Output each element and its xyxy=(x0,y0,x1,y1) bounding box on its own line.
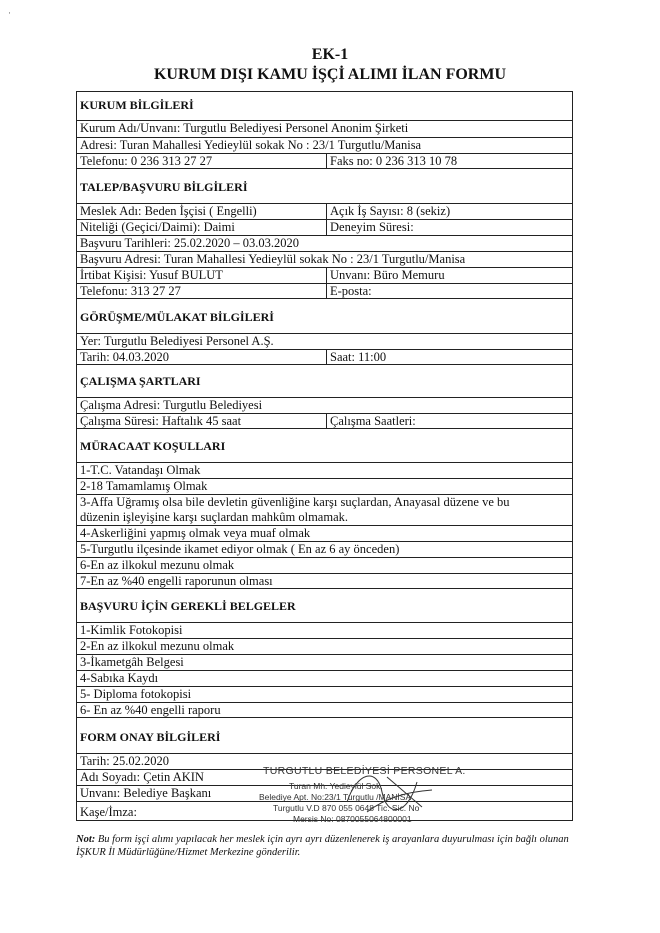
onay-title: Unvanı: Belediye Başkanı xyxy=(80,786,212,800)
list-item xyxy=(77,622,572,638)
stamp-line-5: Mersis No: 0870055064800001 xyxy=(293,814,412,824)
stamp-line-1: TURGUTLU BELEDİYESİ PERSONEL A. xyxy=(263,765,466,777)
list-item xyxy=(77,573,572,589)
list-item xyxy=(77,462,572,478)
section-onay-header: FORM ONAY BİLGİLERİ xyxy=(80,730,221,744)
row-calisma-address xyxy=(77,397,572,413)
talep-contact: İrtibat Kişisi: Yusuf BULUT xyxy=(77,268,327,283)
list-item xyxy=(77,670,572,686)
kurum-name: Kurum Adı/Unvanı: Turgutlu Belediyesi Personel Anonim Şirketi xyxy=(80,121,409,135)
muracaat-item-4: 4-Askerliğini yapmış olmak veya muaf olmak xyxy=(80,526,311,540)
kurum-phone: Telefonu: 0 236 313 27 27 xyxy=(77,154,327,168)
section-belgeler-header: BAŞVURU İÇİN GEREKLİ BELGELER xyxy=(80,599,296,613)
note-text: Bu form işçi alımı yapılacak her meslek için ayrı ayrı düzenlenerek iş arayanlara duyurulması için bağlı olunan İŞKUR İl Müdürlüğüne/Hizmet Merkezine gönderilir. xyxy=(76,834,569,858)
gorusme-place: Yer: Turgutlu Belediyesi Personel A.Ş. xyxy=(80,334,274,348)
muracaat-item-3a: 3-Affa Uğramış olsa bile devletin güvenliğine karşı suçlardan, Anayasal düzene ve bu xyxy=(80,495,510,509)
list-item xyxy=(77,478,572,494)
row-gorusme-place xyxy=(77,333,572,349)
onay-stamp-label: Kaşe/İmza: xyxy=(80,805,137,819)
talep-phone: Telefonu: 313 27 27 xyxy=(77,284,327,298)
row-talep-phone xyxy=(77,283,572,299)
list-item xyxy=(77,686,572,702)
stamp-line-2: Turan Mh. Yedieylül Sok. xyxy=(289,781,383,791)
row-calisma-duration xyxy=(77,413,572,429)
calisma-duration: Çalışma Süresi: Haftalık 45 saat xyxy=(77,414,327,428)
list-item xyxy=(77,702,572,718)
row-talep-quality xyxy=(77,219,572,235)
calisma-hours: Çalışma Saatleri: xyxy=(330,414,416,428)
signature-icon xyxy=(337,762,437,822)
talep-email: E-posta: xyxy=(330,284,372,298)
belge-item-6: 6- En az %40 engelli raporu xyxy=(80,703,221,717)
kurum-address: Adresi: Turan Mahallesi Yedieylül sokak No : 23/1 Turgutlu/Manisa xyxy=(80,138,422,152)
belge-item-2: 2-En az ilkokul mezunu olmak xyxy=(80,639,235,653)
talep-quality: Niteliği (Geçici/Daimi): Daimi xyxy=(77,220,327,235)
section-gorusme-header: GÖRÜŞME/MÜLAKAT BİLGİLERİ xyxy=(80,310,274,324)
row-gorusme-date xyxy=(77,349,572,365)
muracaat-item-2: 2-18 Tamamlamış Olmak xyxy=(80,479,208,493)
list-item xyxy=(77,557,572,573)
belge-item-1: 1-Kimlik Fotokopisi xyxy=(80,623,183,637)
belge-item-5: 5- Diploma fotokopisi xyxy=(80,687,192,701)
section-muracaat-header: MÜRACAAT KOŞULLARI xyxy=(80,439,226,453)
onay-date: Tarih: 25.02.2020 xyxy=(80,754,170,768)
muracaat-item-6: 6-En az ilkokul mezunu olmak xyxy=(80,558,235,572)
belge-item-4: 4-Sabıka Kaydı xyxy=(80,671,159,685)
list-item xyxy=(77,541,572,557)
onay-name: Adı Soyadı: Çetin AKIN xyxy=(80,770,204,784)
muracaat-item-1: 1-T.C. Vatandaşı Olmak xyxy=(80,463,201,477)
form-title: KURUM DIŞI KAMU İŞÇİ ALIMI İLAN FORMU xyxy=(153,66,506,83)
footer-note xyxy=(76,833,586,859)
muracaat-item-3b: düzenin işleyişine karşı suçlardan mahkûm olmamak. xyxy=(80,510,348,524)
list-item xyxy=(77,638,572,654)
row-kurum-address xyxy=(77,137,572,153)
gorusme-date: Tarih: 04.03.2020 xyxy=(77,350,327,364)
form-annex-label: EK-1 xyxy=(311,46,349,63)
row-kurum-name xyxy=(77,120,572,137)
belge-item-3: 3-İkametgâh Belgesi xyxy=(80,655,184,669)
list-item xyxy=(77,654,572,670)
announcement-form xyxy=(76,91,573,824)
muracaat-item-7: 7-En az %40 engelli raporunun olması xyxy=(80,574,273,588)
row-talep-dates xyxy=(77,235,572,251)
talep-dates: Başvuru Tarihleri: 25.02.2020 – 03.03.2020 xyxy=(80,236,300,250)
kurum-fax: Faks no: 0 236 313 10 78 xyxy=(330,154,458,168)
talep-job: Meslek Adı: Beden İşçisi ( Engelli) xyxy=(77,204,327,219)
stamp-line-4: Turgutlu V.D 870 055 0648 Tic. Sic. No xyxy=(273,803,420,813)
list-item xyxy=(77,525,572,541)
row-talep-contact xyxy=(77,267,572,283)
talep-address: Başvuru Adresi: Turan Mahallesi Yedieylül sokak No : 23/1 Turgutlu/Manisa xyxy=(80,252,466,266)
gorusme-time: Saat: 11:00 xyxy=(330,350,387,364)
row-kurum-phone xyxy=(77,153,572,169)
list-item xyxy=(77,494,572,525)
row-talep-address xyxy=(77,251,572,267)
muracaat-item-5: 5-Turgutlu ilçesinde ikamet ediyor olmak ( En az 6 ay önceden) xyxy=(80,542,400,556)
talep-experience: Deneyim Süresi: xyxy=(330,220,414,234)
talep-title: Unvanı: Büro Memuru xyxy=(330,268,445,282)
stamp-line-3: Belediye Apt. No:23/1 Turgutlu /MANİSA xyxy=(259,792,412,802)
row-talep-job xyxy=(77,203,572,219)
talep-openings: Açık İş Sayısı: 8 (sekiz) xyxy=(330,204,451,218)
section-talep-header: TALEP/BAŞVURU BİLGİLERİ xyxy=(80,180,248,194)
section-kurum-header: KURUM BİLGİLERİ xyxy=(80,98,194,112)
calisma-address: Çalışma Adresi: Turgutlu Belediyesi xyxy=(80,398,263,412)
note-label: Not: xyxy=(76,834,96,845)
section-calisma-header: ÇALIŞMA ŞARTLARI xyxy=(80,374,201,388)
scan-speck: · xyxy=(8,8,11,18)
